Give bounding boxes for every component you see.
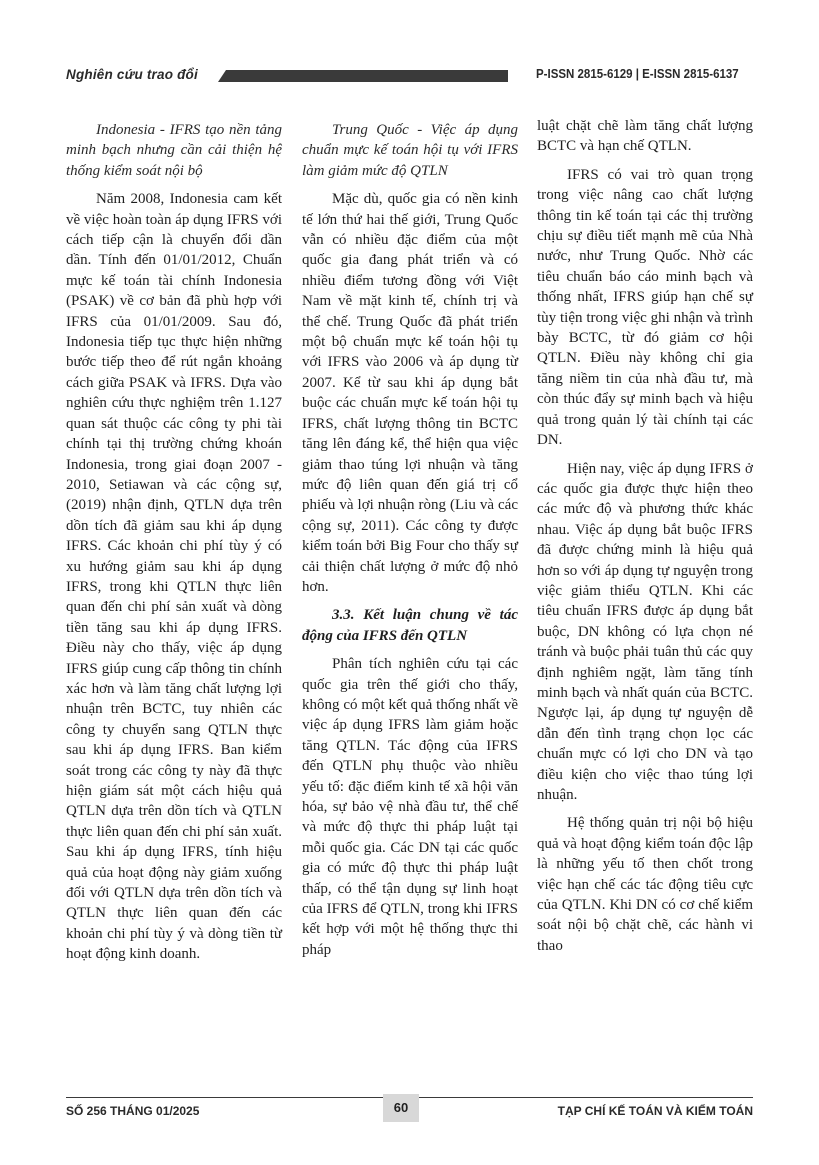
header-decorative-bar [218, 70, 508, 82]
subheading-indonesia: Indonesia - IFRS tạo nền tảng minh bạch nhưng cần cải thiện hệ thống kiểm soát nội bộ [66, 122, 282, 179]
section-label: Nghiên cứu trao đổi [66, 67, 198, 82]
column-1 [66, 120, 282, 965]
column-3 [537, 116, 753, 956]
journal-name: TẠP CHÍ KẾ TOÁN VÀ KIỂM TOÁN [557, 1104, 753, 1118]
paragraph-ifrs-role: IFRS có vai trò quan trọng trong việc nâng cao chất lượng thông tin kế toán tại các thị trường chịu sự điều tiết mạnh mẽ của Nhà nước, như Trung Quốc. Nhờ các tiêu chuẩn báo cáo minh bạch và thống nhất, IFRS giúp hạn chế sự tùy tiện trong việc ghi nhận và trình bày BCTC, từ đó giảm cơ hội QTLN. Điều này không chỉ gia tăng niềm tin của nhà đầu tư, mà còn thúc đẩy sự minh bạch và hiệu quả trong quản lý tài chính tại các DN. [537, 166, 753, 449]
page-header [0, 64, 819, 88]
paragraph-continued: luật chặt chẽ làm tăng chất lượng BCTC và hạn chế QTLN. [537, 118, 753, 155]
paragraph-ifrs-adoption: Hiện nay, việc áp dụng IFRS ở các quốc gia được thực hiện theo các mức độ và phương thức khác nhau. Việc áp dụng bắt buộc IFRS đã được chứng minh là hiệu quả hơn so với áp dụng tự nguyện trong việc giảm thiểu QTLN. Khi các tiêu chuẩn IFRS được áp dụng bắt buộc, DN không có lựa chọn né tránh và buộc phải tuân thủ các quy định nghiêm ngặt, làm tăng tính minh bạch và nhất quán của BCTC. Ngược lại, áp dụng tự nguyện dễ dẫn đến tình trạng chọn lọc các chuẩn mực có lợi cho DN và tạo điều kiện cho việc thao túng lợi nhuận. [537, 460, 753, 803]
column-2 [302, 120, 518, 960]
page-number: 60 [383, 1094, 419, 1122]
issn-label: P-ISSN 2815-6129 | E-ISSN 2815-6137 [536, 67, 739, 81]
paragraph-conclusion: Phân tích nghiên cứu tại các quốc gia trên thế giới cho thấy, không có một kết quả thống nhất về việc áp dụng IFRS làm giảm hoặc tăng QTLN. Tác động của IFRS đến QTLN phụ thuộc vào nhiều yếu tố: đặc điểm kinh tế xã hội văn hóa, sự bảo vệ nhà đầu tư, thể chế và mức độ thực thi pháp luật tại mỗi quốc gia. Các DN tại các quốc gia có mức độ thực thi pháp luật thấp, có thể tận dụng sự linh hoạt của IFRS để QTLN, trong khi IFRS kết hợp với một hệ thống thực thi pháp [302, 656, 518, 958]
page-footer [0, 1094, 819, 1124]
subheading-china: Trung Quốc - Việc áp dụng chuẩn mực kế toán hội tụ với IFRS làm giảm mức độ QTLN [302, 122, 518, 179]
section-heading-3-3: 3.3. Kết luận chung về tác động của IFRS đến QTLN [302, 607, 518, 644]
paragraph-china: Mặc dù, quốc gia có nền kinh tế lớn thứ hai thế giới, Trung Quốc vẫn có nhiều đặc điểm của một quốc gia đang phát triển và có nhiều điểm tương đồng với Việt Nam về mặt kinh tế, chính trị và thể chế. Trung Quốc đã phát triển một bộ chuẩn mực kế toán hội tụ với IFRS vào 2006 và áp dụng từ 2007. Kể từ sau khi áp dụng bắt buộc các chuẩn mực kế toán hội tụ IFRS, chất lượng thông tin BCTC tăng lên đáng kể, thể hiện qua việc giảm thao túng lợi nhuận và tăng mức độ liên quan đến giá trị cổ phiếu và lợi nhuận ròng (Liu và các cộng sự, 2011). Các công ty được kiểm toán bởi Big Four cho thấy sự cải thiện chất lượng ở mức độ nhỏ hơn. [302, 191, 518, 595]
issue-label: SỐ 256 THÁNG 01/2025 [66, 1104, 200, 1118]
paragraph-governance: Hệ thống quản trị nội bộ hiệu quả và hoạt động kiểm toán độc lập là những yếu tố then chốt trong việc hạn chế các tác động tiêu cực của QTLN. Khi DN có cơ chế kiểm soát nội bộ chặt chẽ, các hành vi thao [537, 815, 753, 954]
paragraph-indonesia: Năm 2008, Indonesia cam kết về việc hoàn toàn áp dụng IFRS với cách tiếp cận là chuyển đổi dần dần. Tính đến 01/01/2012, Chuẩn mực kế toán tài chính Indonesia (PSAK) về cơ bản đã phù hợp với IFRS của 01/01/2009. Sau đó, Indonesia tiếp tục thực hiện những bước tiếp theo để rút ngắn khoảng cách giữa PSAK và IFRS. Dựa vào nghiên cứu thực nghiệm trên 1.127 quan sát thuộc các công ty phi tài chính tại thị trường chứng khoán Indonesia, trong giai đoạn 2007 - 2010, Setiawan và các cộng sự, (2019) nhận định, QTLN dựa trên dồn tích đã giảm sau khi áp dụng IFRS. Các khoản chi phí tùy ý có xu hướng giảm sau khi áp dụng IFRS, trong khi QTLN thực liên quan đến chi phí sản xuất và dòng tiền tăng sau khi áp dụng IFRS. Điều này cho thấy, việc áp dụng IFRS giúp cung cấp thông tin chính xác hơn và làm tăng chất lượng lợi nhuận trên BCTC, tuy nhiên các công ty chuyển sang QTLN thực sau khi áp dụng IFRS. Ban kiểm soát trong các công ty này đã thực hiện giám sát một cách hiệu quả QTLN dựa trên dồn tích và QTLN thực liên quan đến chi phí sản xuất. Sau khi áp dụng IFRS, tính hiệu quả của hoạt động này giảm xuống đối với QTLN dựa trên dồn tích và QTLN thực liên quan đến các khoản chi phí tùy ý và dòng tiền từ hoạt động kinh doanh. [66, 191, 282, 963]
